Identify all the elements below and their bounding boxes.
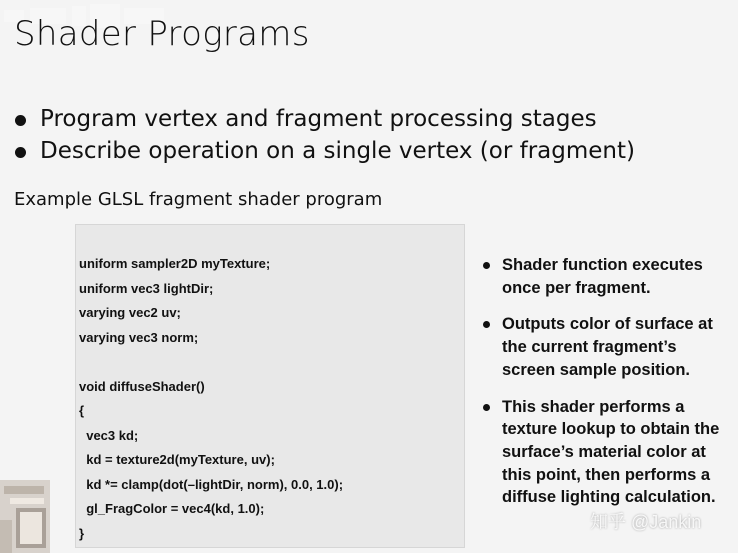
- code-line: void diffuseShader(): [79, 378, 205, 394]
- code-line: {: [79, 403, 85, 418]
- code-line: varying vec2 uv;: [79, 305, 181, 320]
- code-listing: [79, 252, 343, 546]
- code-line: }: [79, 525, 85, 541]
- code-line: vec3 kd;: [79, 427, 139, 443]
- note-item: This shader performs a texture lookup to obtain the surface’s material color at this point, then performs a diffuse lighting calculation.: [483, 396, 733, 510]
- code-line: varying vec3 norm;: [79, 329, 199, 345]
- code-panel: [75, 224, 465, 548]
- code-line: uniform vec3 lightDir;: [79, 280, 214, 296]
- slide-title: Shader Programs: [14, 14, 310, 54]
- main-bullet-list: [14, 103, 635, 167]
- code-line: uniform sampler2D myTexture;: [79, 256, 271, 271]
- example-caption: Example GLSL fragment shader program: [14, 189, 383, 210]
- main-bullet-item: Program vertex and fragment processing stages: [14, 103, 635, 135]
- code-line: gl_FragColor = vec4(kd, 1.0);: [79, 501, 265, 516]
- notes-list: [483, 254, 733, 523]
- note-item: Outputs color of surface at the current fragment’s screen sample position.: [483, 313, 733, 381]
- note-item: Shader function executes once per fragment.: [483, 254, 733, 299]
- main-bullet-item: Describe operation on a single vertex (or fragment): [14, 135, 635, 167]
- code-line: kd = texture2d(myTexture, uv);: [79, 452, 275, 467]
- watermark-text: 知乎 @Jankin: [590, 512, 702, 532]
- code-line: [79, 350, 343, 375]
- code-line: kd *= clamp(dot(–lightDir, norm), 0.0, 1.0);: [79, 476, 344, 492]
- corner-photo-icon: [0, 480, 50, 553]
